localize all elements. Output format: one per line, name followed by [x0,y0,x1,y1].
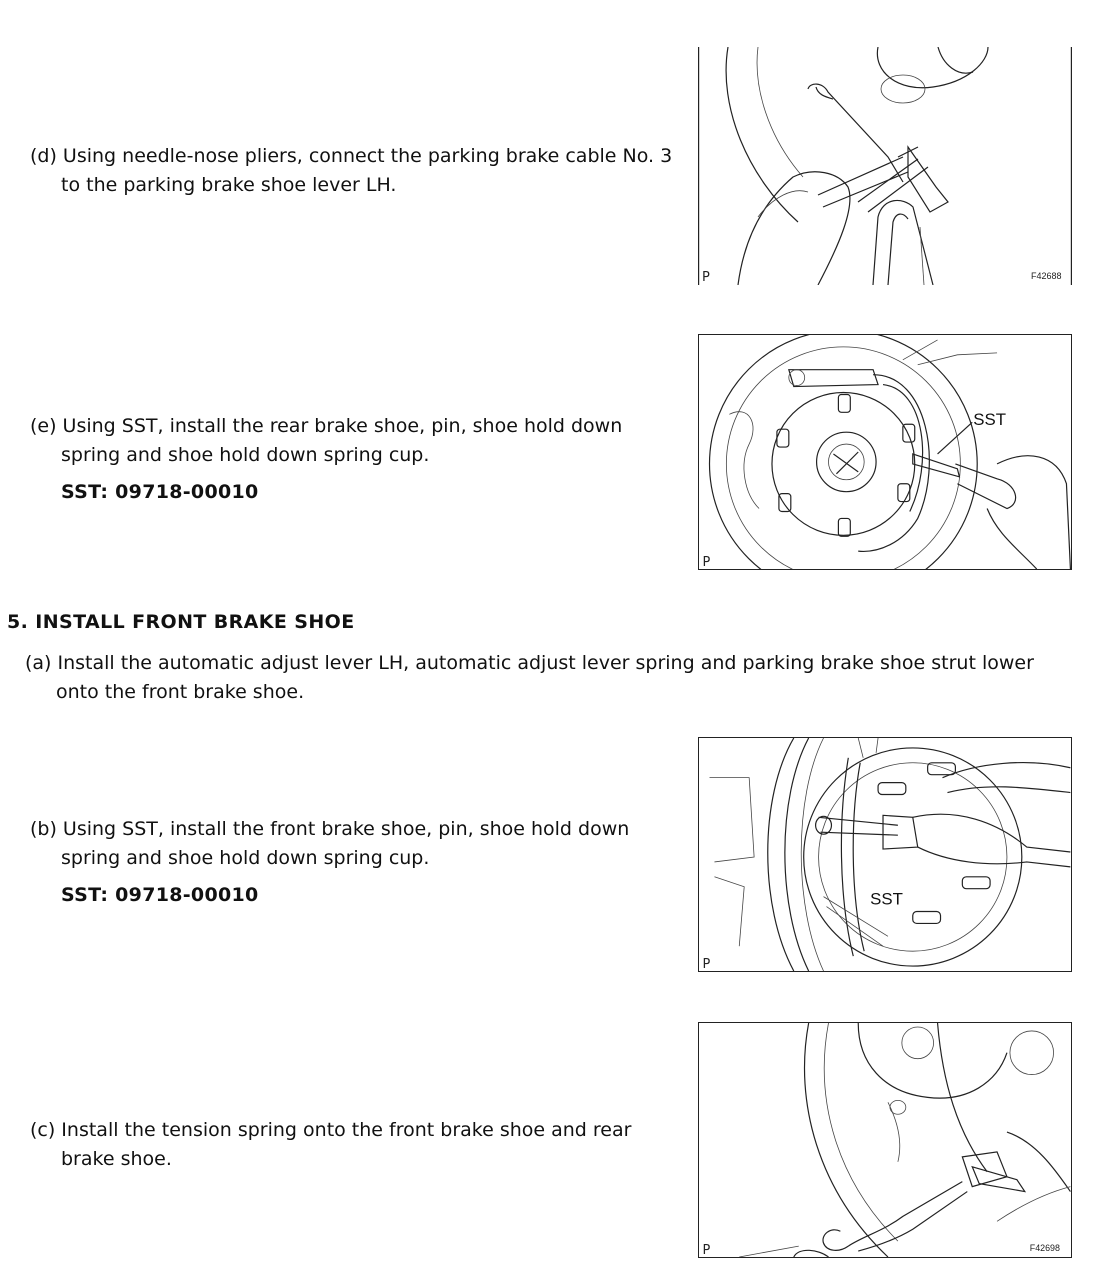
fig4-code: F42698 [1029,1243,1060,1254]
step-c-line2: brake shoe. [61,1148,172,1170]
fig2-sst-callout: SST [973,410,1007,430]
figure-tension-spring [698,1022,1072,1258]
step-d-line2: to the parking brake shoe lever LH. [61,174,397,196]
fig3-corner-mark: P [702,957,711,971]
step-e-line2: spring and shoe hold down spring cup. [61,444,430,466]
step-e-text [30,412,622,470]
fig3-sst-callout: SST [870,889,903,909]
step-a-text [25,649,1034,707]
step-b-line1: (b) Using SST, install the front brake shoe, pin, shoe hold down [30,818,630,840]
figure-front-brake-shoe [698,737,1072,972]
figure-parking-brake-cable [698,47,1072,285]
step-d-line1: (d) Using needle-nose pliers, connect the parking brake cable No. 3 [30,145,673,167]
step-e-line1: (e) Using SST, install the rear brake shoe, pin, shoe hold down [30,415,623,437]
step-c-line1: (c) Install the tension spring onto the front brake shoe and rear [30,1119,632,1141]
step-b-line2: spring and shoe hold down spring cup. [61,847,430,869]
figure-rear-brake-shoe [698,334,1072,570]
fig1-corner-mark: P [702,270,710,285]
fig2-corner-mark: P [702,555,711,569]
section-title: 5. INSTALL FRONT BRAKE SHOE [7,611,355,633]
step-a-line1: (a) Install the automatic adjust lever LH, automatic adjust lever spring and parking brake shoe strut lower [25,652,1034,674]
fig1-code: F42688 [1031,271,1062,281]
step-b-sst: SST: 09718-00010 [61,884,259,906]
step-d-text [30,142,672,200]
step-b-text [30,815,629,873]
step-a-line2: onto the front brake shoe. [56,681,305,703]
step-e-sst: SST: 09718-00010 [61,481,259,503]
fig4-corner-mark: P [702,1243,711,1257]
step-c-text [30,1116,631,1174]
